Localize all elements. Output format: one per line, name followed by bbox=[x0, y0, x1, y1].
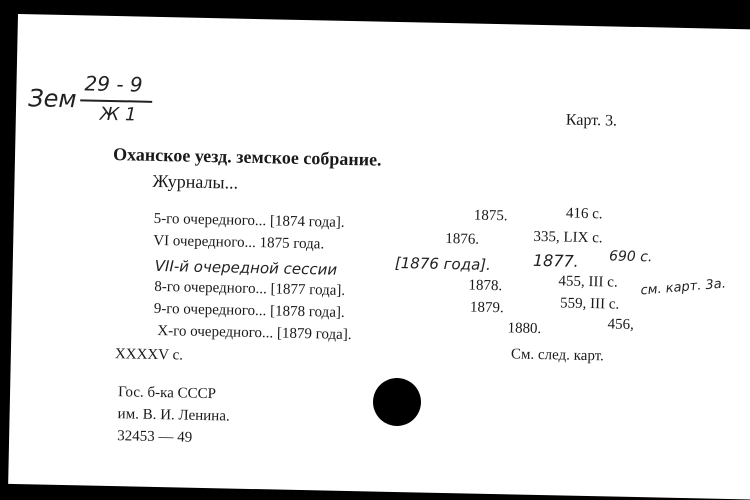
entry-label-handwritten: VII-й очередной сессии bbox=[154, 256, 338, 279]
entry-label: 5-го очередного... [1874 года]. bbox=[153, 210, 345, 231]
shelfmark-numerator: 29 - 9 bbox=[84, 71, 143, 97]
entry-pages: 416 с. bbox=[565, 205, 603, 223]
shelfmark-prefix: Зем bbox=[27, 84, 77, 114]
entry-pages-handwritten: 690 с. bbox=[608, 248, 653, 266]
entry-pages: 559, III с. bbox=[559, 295, 620, 313]
library-line-2: им. В. И. Ленина. bbox=[117, 406, 230, 425]
card-number: Карт. 3. bbox=[565, 111, 618, 130]
see-next-card: См. след. карт. bbox=[510, 346, 605, 365]
entry-pages: 335, LIX с. bbox=[533, 228, 603, 247]
entry-pub-handwritten: 1877. bbox=[532, 250, 579, 271]
entry-label: 9-го очередного... [1878 года]. bbox=[153, 300, 345, 321]
library-line-3: 32453 — 49 bbox=[117, 428, 193, 446]
shelfmark-fraction-line bbox=[80, 99, 152, 103]
card-subtitle: Журналы... bbox=[152, 170, 239, 193]
entry-pages: 455, III с. bbox=[558, 273, 618, 291]
entry-year: 1878. bbox=[468, 277, 503, 295]
catalog-card bbox=[8, 14, 750, 500]
punch-hole bbox=[373, 378, 421, 426]
reference-note-handwritten: см. карт. 3а. bbox=[639, 276, 727, 299]
entry-pages: 456, bbox=[607, 316, 635, 333]
entry-year: 1876. bbox=[445, 231, 480, 248]
entry-label: X-го очередного... [1879 года]. bbox=[157, 322, 352, 344]
entry-label: 8-го очередного... [1877 года]. bbox=[154, 278, 346, 299]
library-line-1: Гос. б-ка СССР bbox=[117, 384, 217, 403]
entry-label: VI очередного... 1875 года. bbox=[153, 232, 325, 253]
total-pages: XXXXV с. bbox=[114, 346, 184, 364]
entry-year: 1879. bbox=[469, 299, 504, 317]
entry-year: 1875. bbox=[473, 207, 508, 225]
entry-year: 1880. bbox=[507, 320, 542, 338]
card-title: Оханское уезд. земское собрание. bbox=[112, 144, 382, 170]
shelfmark-denominator: Ж 1 bbox=[99, 103, 137, 126]
entry-year-handwritten: [1876 года]. bbox=[394, 253, 492, 274]
